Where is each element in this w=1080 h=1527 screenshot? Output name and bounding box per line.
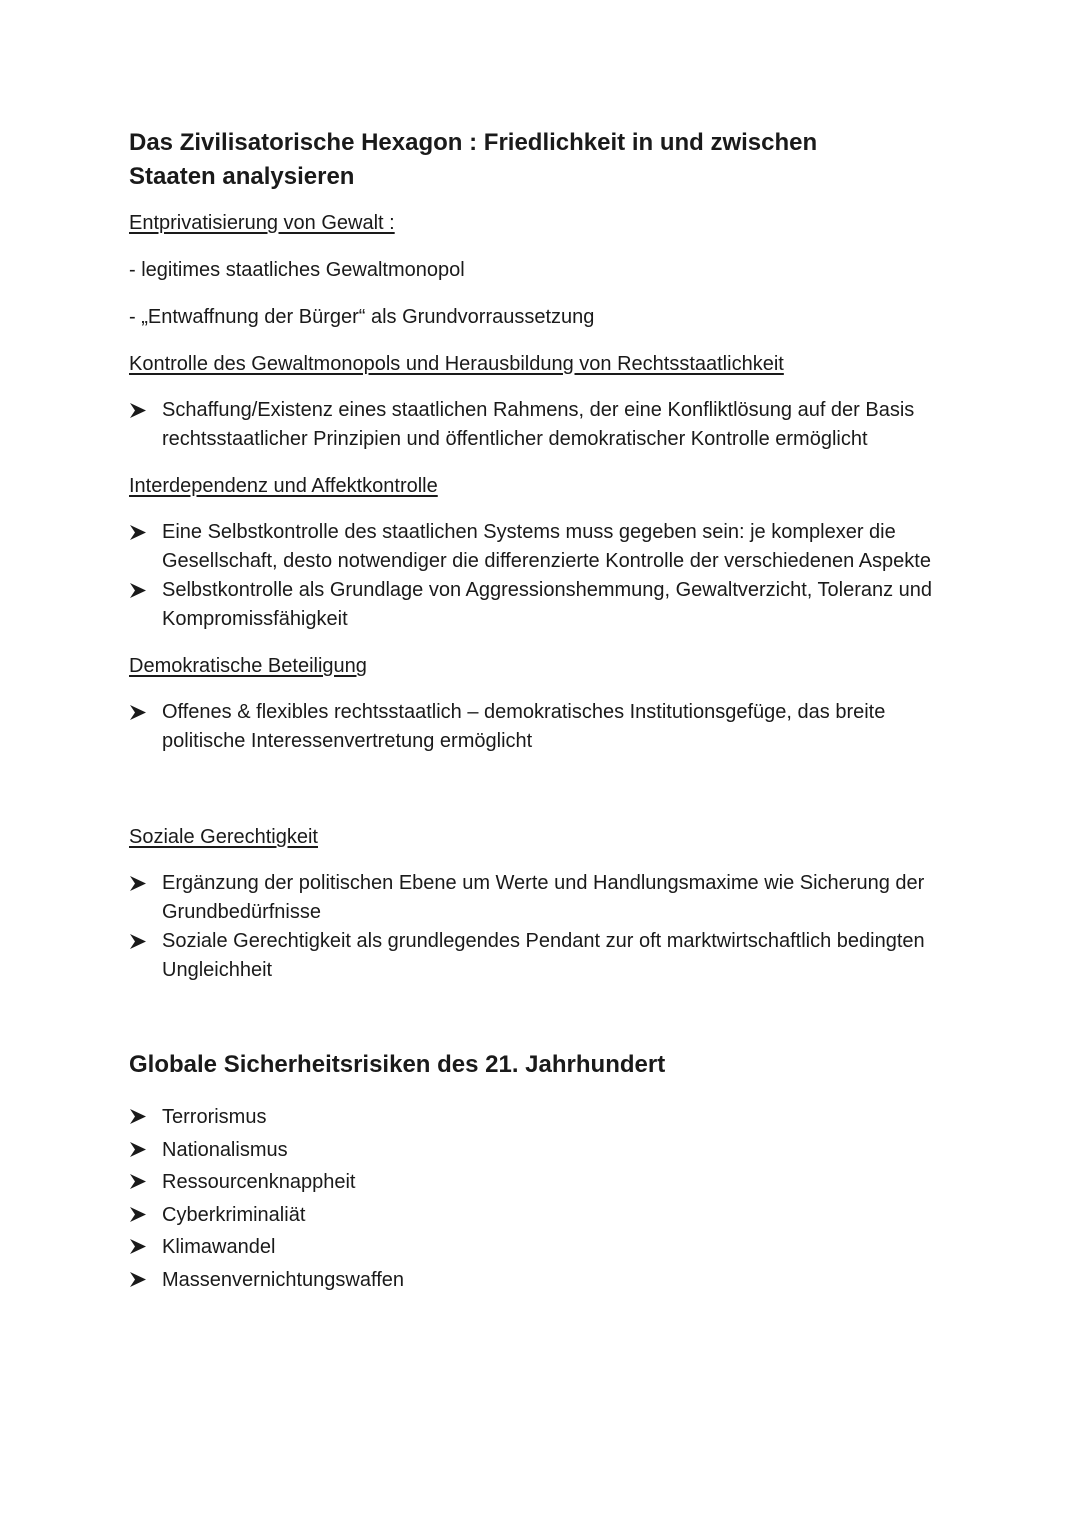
list-item (129, 396, 969, 454)
list-item (129, 1166, 969, 1199)
risk-text: Terrorismus (162, 1106, 267, 1128)
list-item (129, 698, 969, 756)
dash-item: - legitimes staatliches Gewaltmonopol (129, 259, 465, 281)
risk-text: Nationalismus (162, 1138, 288, 1161)
dash-item: - „Entwaffnung der Bürger“ als Grundvorraussetzung (129, 306, 595, 328)
bullet-text: Schaffung/Existenz eines staatlichen Rahmens, der eine Konfliktlösung auf der Basis rechtsstaatlicher Prinzipien und öffentlicher demokratischer Kontrolle ermöglicht (162, 399, 915, 450)
arrow-bullet-icon (129, 704, 147, 721)
arrow-bullet-icon (129, 1108, 147, 1125)
bullet-list (129, 869, 969, 985)
arrow-bullet-icon (129, 1271, 147, 1288)
list-item (129, 1101, 969, 1134)
bullet-list (129, 518, 969, 634)
bullet-text: Soziale Gerechtigkeit als grundlegendes Pendant zur oft marktwirtschaftlich bedingten Ungleichheit (162, 930, 925, 981)
section-heading-kontrolle: Kontrolle des Gewaltmonopols und Herausbildung von Rechtsstaatlichkeit (129, 353, 784, 375)
arrow-bullet-icon (129, 1173, 147, 1190)
arrow-bullet-icon (129, 875, 147, 892)
document-title: Das Zivilisatorische Hexagon : Friedlichkeit in und zwischen Staaten analysieren (129, 129, 818, 190)
risk-text: Ressourcenknappheit (162, 1171, 356, 1193)
arrow-bullet-icon (129, 1206, 147, 1223)
list-item (129, 869, 969, 927)
risk-text: Klimawandel (162, 1236, 276, 1258)
section-heading-interdependenz: Interdependenz und Affektkontrolle (129, 475, 438, 497)
bullet-text: Eine Selbstkontrolle des staatlichen Systems muss gegeben sein: je komplexer die Gesellschaft, desto notwendiger die differenzierte Kontrolle der verschiedenen Aspekte (162, 521, 931, 572)
bullet-text: Offenes & flexibles rechtsstaatlich – demokratisches Institutionsgefüge, das breite politische Interessenvertretung ermöglicht (162, 701, 886, 752)
arrow-bullet-icon (129, 402, 147, 419)
arrow-bullet-icon (129, 1141, 147, 1158)
list-item (129, 1231, 969, 1264)
arrow-bullet-icon (129, 1238, 147, 1255)
bullet-text: Selbstkontrolle als Grundlage von Aggressionshemmung, Gewaltverzicht, Toleranz und Kompromissfähigkeit (162, 579, 933, 630)
bullet-text: Ergänzung der politischen Ebene um Werte und Handlungsmaxime wie Sicherung der Grundbedürfnisse (162, 872, 925, 923)
list-item (129, 1134, 969, 1167)
bullet-list (129, 396, 969, 454)
list-item (129, 927, 969, 985)
arrow-bullet-icon (129, 933, 147, 950)
list-item (129, 1264, 969, 1297)
bullet-list (129, 698, 969, 756)
arrow-bullet-icon (129, 582, 147, 599)
risk-text: Massenvernichtungswaffen (162, 1268, 404, 1291)
section-heading-soziale-gerechtigkeit: Soziale Gerechtigkeit (129, 826, 318, 848)
list-item (129, 1199, 969, 1232)
arrow-bullet-icon (129, 524, 147, 541)
list-item (129, 518, 969, 576)
section-heading-entprivatisierung: Entprivatisierung von Gewalt : (129, 212, 395, 234)
list-item (129, 576, 969, 634)
risks-heading: Globale Sicherheitsrisiken des 21. Jahrhundert (129, 1051, 666, 1078)
section-heading-demokratische-beteiligung: Demokratische Beteiligung (129, 655, 367, 677)
risk-text: Cyberkriminaliät (162, 1203, 306, 1226)
risks-list (129, 1101, 969, 1296)
document-page (129, 126, 969, 1296)
